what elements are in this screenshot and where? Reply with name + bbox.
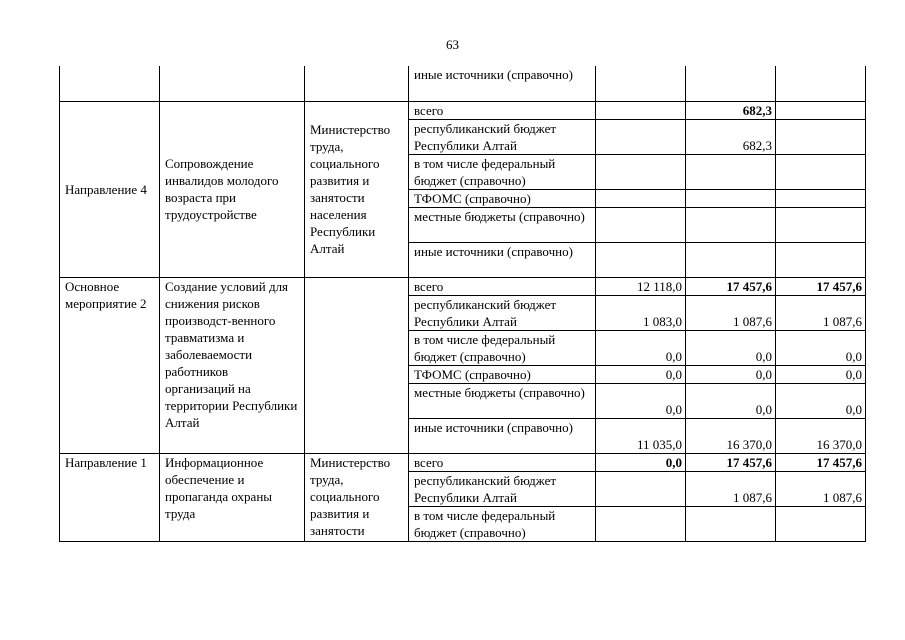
value-year2-cell: 682,3 — [686, 101, 776, 119]
value-year1-cell — [596, 101, 686, 119]
value-year2-cell: 0,0 — [686, 330, 776, 365]
table-row — [60, 453, 866, 471]
funding-source-cell: республиканский бюджет Республики Алтай — [409, 471, 596, 506]
table-row — [60, 277, 866, 295]
value-year3-cell: 0,0 — [776, 383, 866, 418]
value-year2-cell — [686, 242, 776, 277]
funding-source-cell: иные источники (справочно) — [409, 418, 596, 453]
value-year2-cell: 1 087,6 — [686, 471, 776, 506]
value-year1-cell — [596, 66, 686, 101]
value-year1-cell: 1 083,0 — [596, 295, 686, 330]
executor-cell: Министерство труда, социального развития и занятости населения Республики Алтай — [305, 101, 409, 277]
value-year1-cell — [596, 506, 686, 541]
value-year3-cell — [776, 506, 866, 541]
funding-source-cell: всего — [409, 101, 596, 119]
value-year2-cell: 17 457,6 — [686, 453, 776, 471]
value-year3-cell — [776, 119, 866, 154]
funding-source-cell: всего — [409, 453, 596, 471]
value-year1-cell — [596, 242, 686, 277]
funding-source-cell: республиканский бюджет Республики Алтай — [409, 119, 596, 154]
value-year2-cell: 0,0 — [686, 365, 776, 383]
value-year1-cell — [596, 119, 686, 154]
budget-table — [59, 66, 866, 542]
value-year3-cell: 0,0 — [776, 365, 866, 383]
funding-source-cell: ТФОМС (справочно) — [409, 189, 596, 207]
value-year2-cell: 1 087,6 — [686, 295, 776, 330]
value-year1-cell: 12 118,0 — [596, 277, 686, 295]
value-year1-cell: 0,0 — [596, 453, 686, 471]
value-year2-cell: 16 370,0 — [686, 418, 776, 453]
value-year1-cell: 0,0 — [596, 330, 686, 365]
event-name-cell: Направление 1 — [60, 453, 160, 541]
event-description-cell — [160, 66, 305, 101]
event-name-cell — [60, 66, 160, 101]
funding-source-cell: в том числе федеральный бюджет (справочно) — [409, 330, 596, 365]
value-year2-cell: 0,0 — [686, 383, 776, 418]
executor-cell — [305, 66, 409, 101]
funding-source-cell: в том числе федеральный бюджет (справочно) — [409, 154, 596, 189]
funding-source-cell: местные бюджеты (справочно) — [409, 207, 596, 242]
value-year2-cell — [686, 506, 776, 541]
value-year2-cell — [686, 154, 776, 189]
table-row — [60, 101, 866, 119]
executor-cell: Министерство труда, социального развития и занятости — [305, 453, 409, 541]
value-year3-cell — [776, 189, 866, 207]
value-year1-cell — [596, 471, 686, 506]
value-year3-cell: 16 370,0 — [776, 418, 866, 453]
value-year3-cell — [776, 242, 866, 277]
event-name-cell: Основное мероприятие 2 — [60, 277, 160, 453]
funding-source-cell: ТФОМС (справочно) — [409, 365, 596, 383]
value-year3-cell: 1 087,6 — [776, 471, 866, 506]
event-description-cell: Информационное обеспечение и пропаганда охраны труда — [160, 453, 305, 541]
value-year3-cell — [776, 207, 866, 242]
event-name-cell: Направление 4 — [60, 101, 160, 277]
event-description-cell: Создание условий для снижения рисков производст-венного травматизма и заболеваемости работников организаций на территории Республики Алтай — [160, 277, 305, 453]
value-year1-cell — [596, 154, 686, 189]
value-year1-cell — [596, 189, 686, 207]
value-year2-cell: 17 457,6 — [686, 277, 776, 295]
executor-cell — [305, 277, 409, 453]
value-year2-cell — [686, 207, 776, 242]
value-year3-cell: 1 087,6 — [776, 295, 866, 330]
funding-source-cell: иные источники (справочно) — [409, 66, 596, 101]
funding-source-cell: всего — [409, 277, 596, 295]
funding-source-cell: местные бюджеты (справочно) — [409, 383, 596, 418]
table-row — [60, 66, 866, 101]
value-year3-cell — [776, 154, 866, 189]
value-year1-cell: 0,0 — [596, 365, 686, 383]
event-description-cell: Сопровождение инвалидов молодого возраста при трудоустройстве — [160, 101, 305, 277]
funding-source-cell: республиканский бюджет Республики Алтай — [409, 295, 596, 330]
value-year1-cell — [596, 207, 686, 242]
value-year1-cell: 0,0 — [596, 383, 686, 418]
value-year3-cell: 17 457,6 — [776, 277, 866, 295]
value-year3-cell — [776, 66, 866, 101]
value-year3-cell: 17 457,6 — [776, 453, 866, 471]
value-year2-cell — [686, 66, 776, 101]
value-year2-cell — [686, 189, 776, 207]
value-year3-cell — [776, 101, 866, 119]
value-year3-cell: 0,0 — [776, 330, 866, 365]
page-number: 63 — [446, 37, 459, 52]
value-year2-cell: 682,3 — [686, 119, 776, 154]
value-year1-cell: 11 035,0 — [596, 418, 686, 453]
funding-source-cell: в том числе федеральный бюджет (справочно) — [409, 506, 596, 541]
funding-source-cell: иные источники (справочно) — [409, 242, 596, 277]
